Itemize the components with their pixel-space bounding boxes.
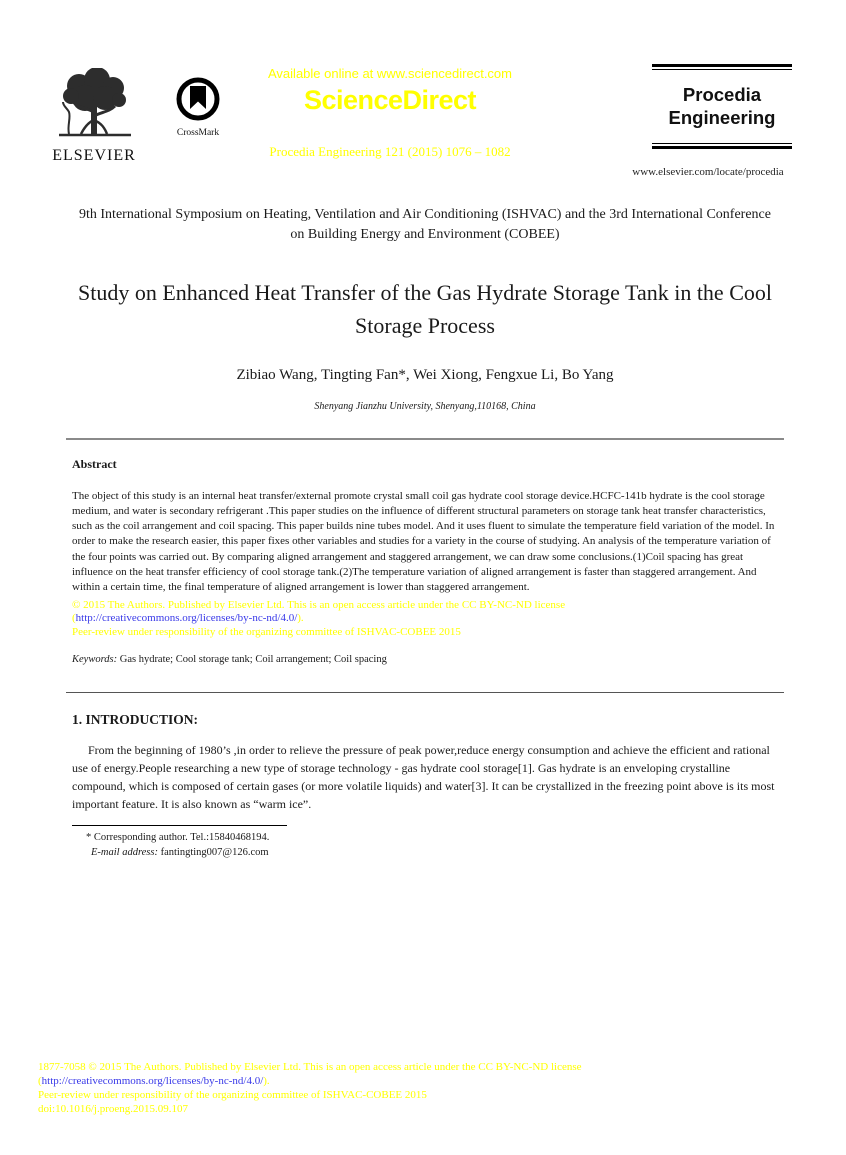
page-footer: [38, 1061, 818, 1117]
masthead-rule-top-thick: [652, 64, 792, 67]
elsevier-tree-icon: [46, 68, 142, 146]
peer-review-line: Peer-review under responsibility of the organizing committee of ISHVAC-COBEE 2015: [72, 625, 461, 638]
footnote-tel-line: * Corresponding author. Tel.:15840468194.: [86, 832, 270, 844]
abstract-heading: Abstract: [72, 456, 117, 471]
license-line: [72, 612, 778, 626]
conference-title: 9th International Symposium on Heating, Ventilation and Air Conditioning (ISHVAC) and the 3rd International Conference on Building Energy and Environment (COBEE): [79, 207, 771, 243]
section-divider-rule: [66, 692, 784, 693]
abstract-top-rule: [66, 438, 784, 440]
page-title: Study on Enhanced Heat Transfer of the Gas Hydrate Storage Tank in the Cool Storage Process: [78, 279, 772, 338]
journal-name-line1: Procedia: [682, 84, 762, 105]
journal-masthead: [652, 64, 792, 149]
header-center: [238, 66, 542, 160]
journal-name-line2: Engineering: [668, 107, 776, 129]
corresponding-author-footnote: [72, 831, 778, 859]
keywords-line: [72, 654, 778, 665]
copyright-line: © 2015 The Authors. Published by Elsevier Ltd. This is an open access article under the CC BY-NC-ND license: [72, 598, 566, 611]
author-affiliation: Shenyang Jianzhu University, Shenyang,110168, China: [314, 400, 536, 412]
journal-citation: Procedia Engineering 121 (2015) 1076 – 1082: [269, 144, 511, 159]
footer-issn-line: 1877-7058 © 2015 The Authors. Published by Elsevier Ltd. This is an open access article under the CC BY-NC-ND license: [38, 1061, 582, 1073]
elsevier-wordmark: ELSEVIER: [52, 147, 136, 164]
journal-name: [652, 70, 792, 143]
intro-paragraph: From the beginning of 1980’s ,in order to relieve the pressure of peak power,reduce energy consumption and achieve the efficient and rational use of energy.People researching a new type of storage technology - gas hydrate cool storage[1]. Gas hydrate is an enveloping crystalline compound, which is composed of certain gases (or more volatile liquids) and water[3]. It can be crystallized in the freezing point above is its most important feature. It is also known as “warm ice”.: [72, 743, 775, 812]
abstract-copyright-block: [72, 599, 778, 640]
available-online-text: Available online at www.sciencedirect.com: [268, 66, 512, 81]
license-link[interactable]: http://creativecommons.org/licenses/by-nc-nd/4.0/: [75, 612, 298, 625]
footnote-email-line: [86, 846, 778, 860]
intro-section-heading: 1. INTRODUCTION:: [72, 712, 199, 728]
license-paren-open: (: [72, 612, 76, 625]
license-paren-close: ).: [297, 612, 304, 625]
crossmark-badge[interactable]: [166, 76, 230, 138]
email-label: E-mail address:: [91, 846, 158, 858]
author-list: Zibiao Wang, Tingting Fan*, Wei Xiong, Fengxue Li, Bo Yang: [236, 366, 614, 383]
footer-peer-review-line: Peer-review under responsibility of the organizing committee of ISHVAC-COBEE 2015: [38, 1088, 427, 1101]
sciencedirect-logo[interactable]: ScienceDirect: [303, 85, 477, 115]
masthead-rule-bottom-thin: [652, 143, 792, 144]
crossmark-icon: [175, 109, 221, 126]
footer-doi-line: doi:10.1016/j.proeng.2015.09.107: [38, 1102, 189, 1115]
keywords-label: Keywords:: [72, 654, 118, 666]
elsevier-logo: [46, 68, 142, 165]
footer-license-line: [38, 1075, 818, 1089]
footer-license-link[interactable]: http://creativecommons.org/licenses/by-nc-nd/4.0/: [41, 1074, 264, 1087]
footnote-rule: [72, 825, 287, 826]
keywords-text: Gas hydrate; Cool storage tank; Coil arrangement; Coil spacing: [117, 654, 387, 666]
article-body: [72, 205, 778, 860]
journal-homepage-url[interactable]: www.elsevier.com/locate/procedia: [632, 166, 784, 178]
footer-license-paren-open: (: [38, 1074, 42, 1087]
footer-license-paren-close: ).: [263, 1074, 270, 1087]
masthead-rule-bottom-thick: [652, 146, 792, 149]
abstract-text: The object of this study is an internal heat transfer/external promote crystal small coil gas hydrate cool storage device.HCFC-141b hydrate is the cool storage medium, and water is secondary refrigerant .This paper studies on the influence of different structural parameters on storage tank heat transfer characteristics, such as the coil arrangement and coil spacing. This paper builds nine tubes model. And it uses fluent to simulate the temperature field variation of the model. In order to make the research easier, this paper fixes other variables and studies for a variety in the course of studying. An analysis of the temperature variation of the four points was carried out. By comparing aligned arrangement and staggered arrangement, we can draw some conclusions.(1)Coil spacing has great influence on the heat transfer efficiency of cool storage tank.(2)The temperature variation of aligned arrangement is faster than staggered arrangement. And within a certain time, the final temperature of aligned arrangement is lower than staggered arrangement.: [72, 489, 775, 594]
crossmark-label: CrossMark: [176, 128, 220, 138]
email-address: fantingting007@126.com: [157, 846, 269, 858]
